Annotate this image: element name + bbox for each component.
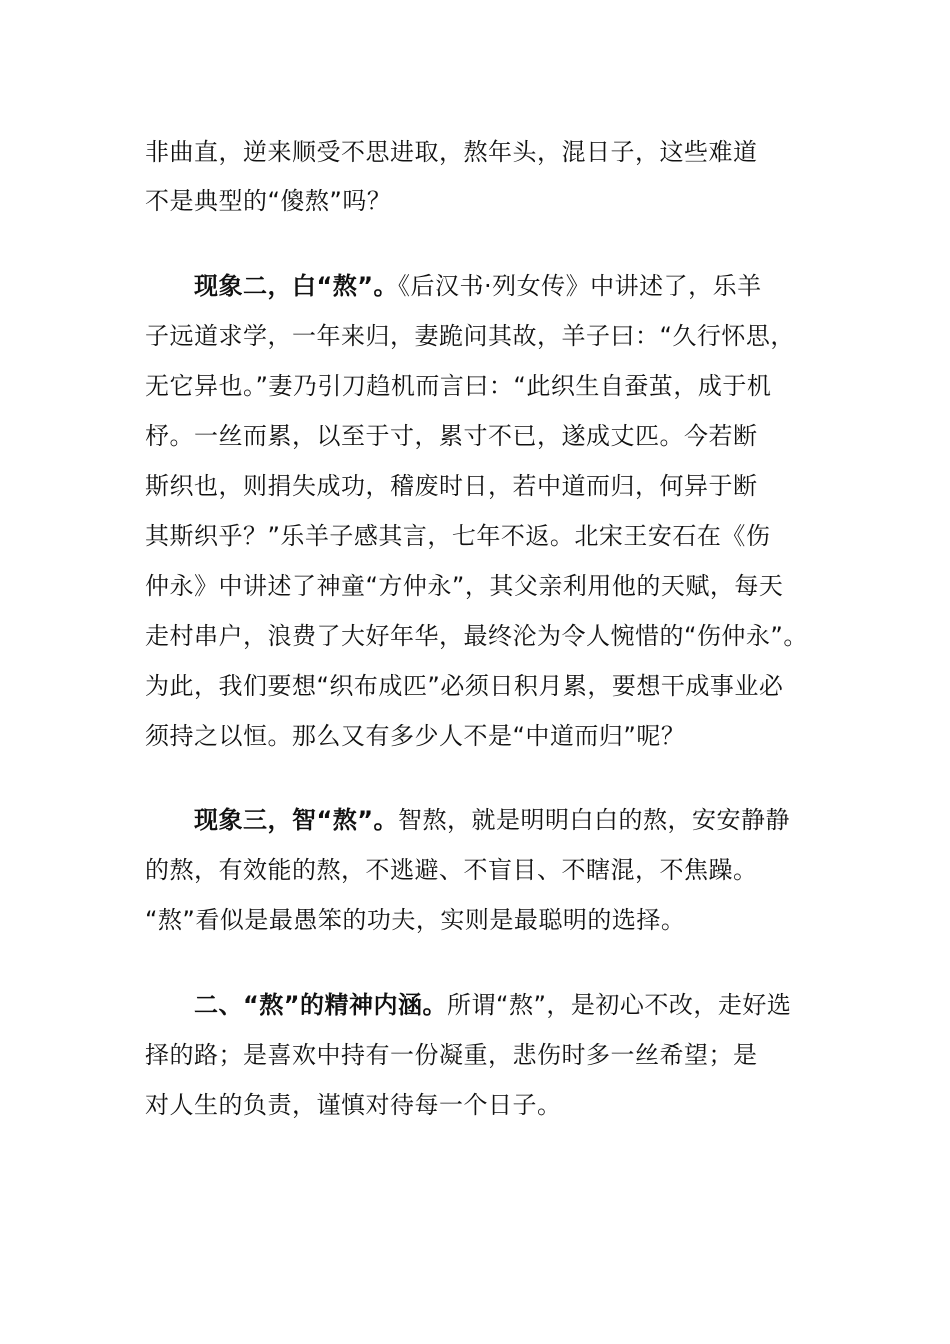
paragraph-text: 《后汉书·列女传》中讲述了，乐羊 bbox=[398, 272, 762, 300]
paragraph-line: 对人生的负责，谨慎对待每一个日子。 bbox=[145, 1091, 562, 1119]
section-heading: 现象三，智“熬”。 bbox=[194, 806, 399, 834]
paragraph-line: 不是典型的“傻熬”吗？ bbox=[145, 187, 392, 215]
paragraph-line: 无它异也。”妻乃引刀趋机而言曰：“此织生自蚕茧，成于机 bbox=[145, 372, 772, 400]
paragraph-text: 智熬，就是明明白白的熬，安安静静 bbox=[398, 806, 791, 834]
paragraph-line: 非曲直，逆来顺受不思进取，熬年头，混日子，这些难道 bbox=[145, 138, 758, 166]
paragraph-line: “熬”看似是最愚笨的功夫，实则是最聪明的选择。 bbox=[145, 906, 686, 934]
paragraph-line: 斯织也，则捐失成功，稽废时日，若中道而归，何异于断 bbox=[145, 472, 758, 500]
paragraph-line: 为此，我们要想“织布成匹”必须日积月累，要想干成事业必 bbox=[145, 672, 784, 700]
paragraph-line: 仲永》中讲述了神童“方仲永”，其父亲利用他的天赋，每天 bbox=[145, 572, 784, 600]
section-heading: 二、“熬”的精神内涵。 bbox=[194, 991, 448, 1019]
section-heading: 现象二，白“熬”。 bbox=[194, 272, 399, 300]
paragraph-line: 子远道求学，一年来归，妻跪问其故，羊子曰：“久行怀思， bbox=[145, 322, 795, 350]
paragraph-line: 走村串户，浪费了大好年华，最终沦为令人惋惜的“伤仲永”。 bbox=[145, 622, 808, 650]
paragraph-line: 择的路；是喜欢中持有一份凝重，悲伤时多一丝希望；是 bbox=[145, 1041, 758, 1069]
paragraph-first-line bbox=[194, 271, 762, 301]
paragraph-line: 其斯织乎？”乐羊子感其言，七年不返。北宋王安石在《伤 bbox=[145, 522, 771, 550]
paragraph-line: 须持之以恒。那么又有多少人不是“中道而归”呢？ bbox=[145, 722, 686, 750]
paragraph-line: 杼。一丝而累，以至于寸，累寸不已，遂成丈匹。今若断 bbox=[145, 422, 758, 450]
paragraph-first-line bbox=[194, 990, 791, 1020]
paragraph-line: 的熬，有效能的熬，不逃避、不盲目、不瞎混，不焦躁。 bbox=[145, 856, 758, 884]
paragraph-first-line bbox=[194, 805, 790, 835]
paragraph-text: 所谓“熬”，是初心不改，走好选 bbox=[447, 991, 792, 1019]
